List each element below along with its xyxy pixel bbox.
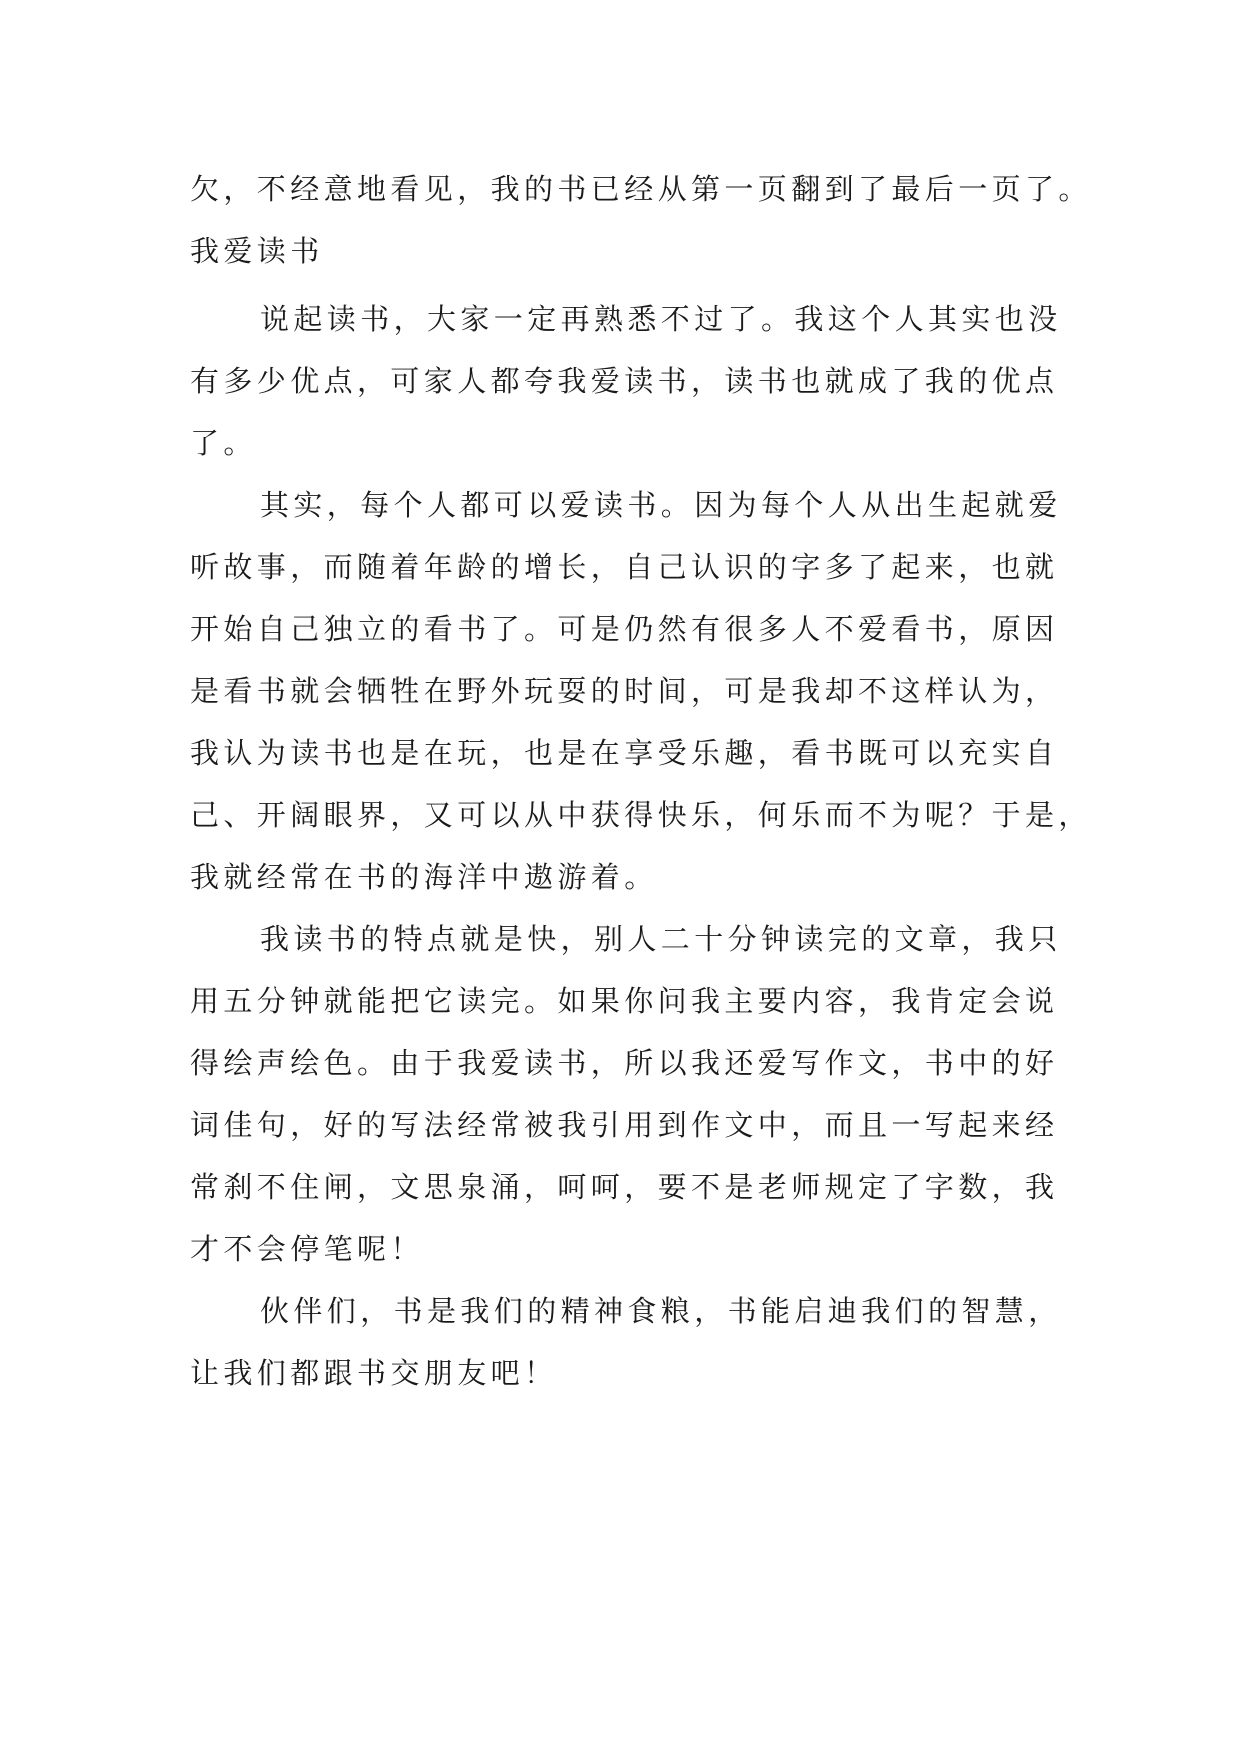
essay-title: 我爱读书 xyxy=(190,234,324,268)
paragraph-line: 了。 xyxy=(190,426,257,460)
paragraph-line: 得绘声绘色。由于我爱读书，所以我还爱写作文，书中的好 xyxy=(190,1046,1059,1080)
paragraph-line: 己、开阔眼界，又可以从中获得快乐，何乐而不为呢？于是， xyxy=(190,798,1092,832)
paragraph-line: 我认为读书也是在玩，也是在享受乐趣，看书既可以充实自 xyxy=(190,736,1059,770)
paragraph-line: 伙伴们，书是我们的精神食粮，书能启迪我们的智慧， xyxy=(260,1294,1062,1328)
paragraph-line: 听故事，而随着年龄的增长，自己认识的字多了起来，也就 xyxy=(190,550,1059,584)
document-body xyxy=(190,158,1092,1404)
paragraph-line: 用五分钟就能把它读完。如果你问我主要内容，我肯定会说 xyxy=(190,984,1059,1018)
paragraph-line: 词佳句，好的写法经常被我引用到作文中，而且一写起来经 xyxy=(190,1108,1059,1142)
paragraph-line: 有多少优点，可家人都夸我爱读书，读书也就成了我的优点 xyxy=(190,364,1059,398)
paragraph-2 xyxy=(190,474,1092,908)
paragraph-line: 说起读书，大家一定再熟悉不过了。我这个人其实也没 xyxy=(260,302,1062,336)
paragraph-line: 是看书就会牺牲在野外玩耍的时间，可是我却不这样认为， xyxy=(190,674,1059,708)
paragraph-line: 其实，每个人都可以爱读书。因为每个人从出生起就爱 xyxy=(260,488,1062,522)
paragraph-line: 常刹不住闸，文思泉涌，呵呵，要不是老师规定了字数，我 xyxy=(190,1170,1059,1204)
paragraph-line: 让我们都跟书交朋友吧！ xyxy=(190,1356,558,1390)
paragraph-3 xyxy=(190,908,1070,1280)
paragraph-line: 我读书的特点就是快，别人二十分钟读完的文章，我只 xyxy=(260,922,1062,956)
paragraph-line: 才不会停笔呢！ xyxy=(190,1232,424,1266)
continuation-line: 欠，不经意地看见，我的书已经从第一页翻到了最后一页了。 xyxy=(190,172,1092,206)
paragraph-4 xyxy=(190,1280,1070,1404)
paragraph-line: 我就经常在书的海洋中遨游着。 xyxy=(190,860,658,894)
paragraph-line: 开始自己独立的看书了。可是仍然有很多人不爱看书，原因 xyxy=(190,612,1059,646)
paragraph-1 xyxy=(190,288,1070,474)
